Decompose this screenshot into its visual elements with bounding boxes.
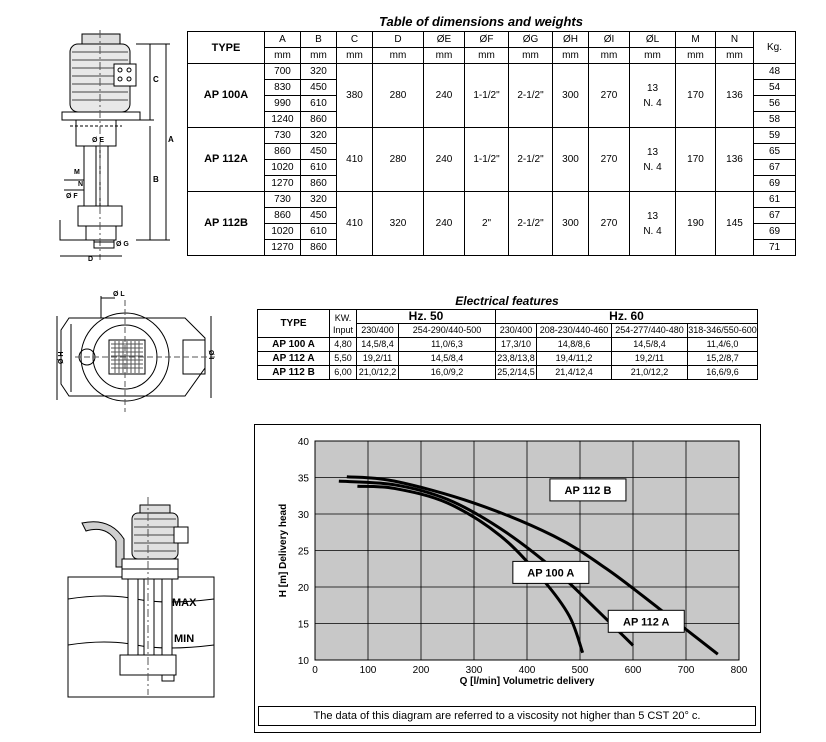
dim-a-cell: 1270 — [265, 176, 301, 192]
dim-header-cell: ØH — [553, 32, 589, 48]
dim-type-cell: AP 112A — [188, 128, 265, 192]
dim-b-cell: 320 — [301, 64, 337, 80]
elec-current-cell: 11,4/6,0 — [688, 338, 758, 352]
dim-b-cell: 450 — [301, 208, 337, 224]
dim-d-cell: 320 — [373, 192, 424, 256]
elec-current-cell: 19,2/11 — [357, 352, 399, 366]
y-tick-label: 30 — [297, 510, 309, 521]
performance-chart — [254, 424, 760, 708]
dim-label-c: C — [153, 75, 159, 84]
chart-note: The data of this diagram are referred to a viscosity not higher than 5 CST 20° c. — [313, 710, 701, 722]
x-tick-label: 100 — [359, 665, 377, 676]
dim-header-cell: ØG — [509, 32, 553, 48]
x-tick-label: 400 — [518, 665, 536, 676]
elec-current-cell: 14,5/8,4 — [399, 352, 496, 366]
dim-l-cell — [630, 64, 676, 128]
elec-type-cell: AP 112 A — [258, 352, 330, 366]
dim-c-cell: 410 — [337, 128, 373, 192]
elec-current-cell: 21,0/12,2 — [357, 366, 399, 380]
dim-header-cell: ØE — [424, 32, 465, 48]
elec-current-cell: 19,4/11,2 — [537, 352, 612, 366]
dim-f-cell: 1-1/2" — [465, 64, 509, 128]
dim-kg-cell: 71 — [754, 240, 796, 256]
dim-b-cell: 860 — [301, 112, 337, 128]
elec-type-cell: AP 100 A — [258, 338, 330, 352]
y-tick-label: 40 — [297, 437, 309, 448]
dim-label-f: Ø F — [66, 193, 78, 200]
elec-input-label: Input — [332, 324, 354, 335]
y-tick-label: 10 — [297, 656, 309, 667]
dim-unit-cell: mm — [716, 48, 754, 64]
x-tick-label: 500 — [571, 665, 589, 676]
dim-m-cell: 170 — [676, 64, 716, 128]
dim-unit-cell: mm — [676, 48, 716, 64]
chart-note-box — [258, 706, 756, 726]
dim-label-a: A — [168, 135, 174, 144]
dim-i-cell: 270 — [589, 128, 630, 192]
y-tick-label: 15 — [297, 619, 309, 631]
dim-unit-cell: mm — [589, 48, 630, 64]
dim-b-cell: 610 — [301, 96, 337, 112]
dim-unit-cell: mm — [553, 48, 589, 64]
dim-g-cell: 2-1/2" — [509, 128, 553, 192]
dim-b-cell: 320 — [301, 192, 337, 208]
elec-current-cell: 25,2/14,5 — [496, 366, 537, 380]
dim-e-cell: 240 — [424, 128, 465, 192]
dim-a-cell: 730 — [265, 128, 301, 144]
dim-i-cell: 270 — [589, 64, 630, 128]
dim-kg-cell: 58 — [754, 112, 796, 128]
dim-row — [188, 64, 796, 80]
elec-hz50-header: Hz. 50 — [357, 310, 496, 324]
dim-a-cell: 860 — [265, 208, 301, 224]
dim-header-cell: M — [676, 32, 716, 48]
dim-l-value: 13 — [646, 146, 659, 158]
dim-row — [188, 128, 796, 144]
elec-current-cell: 14,5/8,4 — [612, 338, 688, 352]
elec-type-header: TYPE — [258, 310, 330, 338]
dim-d-cell: 280 — [373, 64, 424, 128]
elec-current-cell: 23,8/13,8 — [496, 352, 537, 366]
elec-current-cell: 15,2/8,7 — [688, 352, 758, 366]
dim-l-value: 13 — [646, 82, 659, 94]
dim-kg-cell: 69 — [754, 224, 796, 240]
pump-side-drawing — [40, 30, 175, 262]
dim-h-cell: 300 — [553, 64, 589, 128]
elec-row — [258, 338, 758, 352]
dim-a-cell: 860 — [265, 144, 301, 160]
x-tick-label: 300 — [465, 665, 483, 676]
dim-label-b: B — [153, 175, 159, 184]
dim-label-e: Ø E — [92, 137, 105, 144]
elec-voltage-cell: 230/400 — [357, 324, 399, 338]
dim-m-cell: 170 — [676, 128, 716, 192]
elec-hz60-header: Hz. 60 — [496, 310, 758, 324]
dim-d-cell: 280 — [373, 128, 424, 192]
dim-a-cell: 700 — [265, 64, 301, 80]
dim-header-row — [188, 32, 796, 48]
elec-kw-header — [330, 310, 357, 338]
elec-kw-cell: 4,80 — [330, 338, 357, 352]
pump-installation-drawing — [66, 495, 226, 700]
dim-unit-row — [188, 48, 796, 64]
dim-header-cell: ØL — [630, 32, 676, 48]
x-tick-label: 200 — [412, 665, 430, 676]
x-tick-label: 600 — [624, 665, 642, 676]
dim-header-cell: C — [337, 32, 373, 48]
electrical-table-title: Electrical features — [455, 294, 559, 308]
series-label: AP 112 B — [564, 484, 612, 497]
dim-header-cell: D — [373, 32, 424, 48]
dim-b-cell: 610 — [301, 224, 337, 240]
dim-kg-cell: 67 — [754, 208, 796, 224]
dim-l-count: N. 4 — [643, 225, 662, 237]
x-axis-label: Q [l/min] Volumetric delivery — [459, 676, 595, 687]
dim-a-cell: 1020 — [265, 160, 301, 176]
level-min-label: MIN — [174, 633, 195, 645]
elec-voltage-cell: 230/400 — [496, 324, 537, 338]
dim-l-cell — [630, 128, 676, 192]
dim-b-cell: 860 — [301, 176, 337, 192]
dim-kg-cell: 69 — [754, 176, 796, 192]
dim-kg-cell: 65 — [754, 144, 796, 160]
dim-label-i: Ø I — [207, 350, 214, 360]
dim-b-cell: 610 — [301, 160, 337, 176]
dim-h-cell: 300 — [553, 128, 589, 192]
x-tick-label: 800 — [730, 665, 748, 676]
dim-b-cell: 320 — [301, 128, 337, 144]
dim-l-cell — [630, 192, 676, 256]
dim-type-cell: AP 112B — [188, 192, 265, 256]
level-max-label: MAX — [172, 597, 197, 609]
dim-i-cell: 270 — [589, 192, 630, 256]
dim-a-cell: 830 — [265, 80, 301, 96]
dim-kg-cell: 48 — [754, 64, 796, 80]
dim-label-d: D — [88, 256, 94, 262]
dim-unit-cell: mm — [630, 48, 676, 64]
dim-g-cell: 2-1/2" — [509, 192, 553, 256]
elec-kw-label: KW. — [334, 312, 352, 323]
elec-current-cell: 11,0/6,3 — [399, 338, 496, 352]
y-tick-label: 20 — [297, 583, 309, 594]
dim-kg-cell: 54 — [754, 80, 796, 96]
dim-a-cell: 730 — [265, 192, 301, 208]
elec-current-cell: 21,4/12,4 — [537, 366, 612, 380]
elec-current-cell: 16,6/9,6 — [688, 366, 758, 380]
elec-voltage-cell: 254-290/440-500 — [399, 324, 496, 338]
elec-row — [258, 352, 758, 366]
dimensions-table — [187, 31, 796, 256]
series-label: AP 112 A — [623, 616, 670, 629]
elec-current-cell: 14,5/8,4 — [357, 338, 399, 352]
y-tick-label: 35 — [297, 473, 309, 485]
elec-voltage-cell: 318-346/550-600 — [688, 324, 758, 338]
dim-label-g: Ø G — [116, 241, 129, 248]
dim-l-count: N. 4 — [643, 161, 662, 173]
elec-current-cell: 14,8/8,6 — [537, 338, 612, 352]
dim-unit-cell: mm — [265, 48, 301, 64]
dim-e-cell: 240 — [424, 192, 465, 256]
dim-unit-cell: mm — [301, 48, 337, 64]
dim-n-cell: 136 — [716, 128, 754, 192]
dim-label-m: M — [74, 169, 80, 176]
y-tick-label: 25 — [297, 546, 309, 558]
dim-e-cell: 240 — [424, 64, 465, 128]
dim-kg-cell: 61 — [754, 192, 796, 208]
dim-g-cell: 2-1/2" — [509, 64, 553, 128]
dim-n-cell: 136 — [716, 64, 754, 128]
dim-b-cell: 450 — [301, 144, 337, 160]
elec-type-cell: AP 112 B — [258, 366, 330, 380]
dim-f-cell: 2" — [465, 192, 509, 256]
dim-unit-cell: mm — [424, 48, 465, 64]
dim-header-cell: Kg. — [754, 32, 796, 64]
elec-row — [258, 366, 758, 380]
dim-label-h: Ø H — [58, 351, 65, 364]
x-tick-label: 700 — [677, 665, 695, 676]
dim-header-cell: A — [265, 32, 301, 48]
dim-header-cell: TYPE — [188, 32, 265, 64]
dim-l-count: N. 4 — [643, 97, 662, 109]
dim-h-cell: 300 — [553, 192, 589, 256]
dim-header-cell: ØF — [465, 32, 509, 48]
dim-b-cell: 450 — [301, 80, 337, 96]
dim-unit-cell: mm — [465, 48, 509, 64]
dim-a-cell: 990 — [265, 96, 301, 112]
dim-header-cell: ØI — [589, 32, 630, 48]
pump-top-drawing — [55, 288, 225, 418]
elec-current-cell: 19,2/11 — [612, 352, 688, 366]
series-label: AP 100 A — [527, 567, 575, 580]
dim-header-cell: N — [716, 32, 754, 48]
elec-current-cell: 17,3/10 — [496, 338, 537, 352]
dim-unit-cell: mm — [337, 48, 373, 64]
dim-c-cell: 410 — [337, 192, 373, 256]
y-axis-label: H [m] Delivery head — [278, 503, 289, 598]
elec-kw-cell: 6,00 — [330, 366, 357, 380]
dim-kg-cell: 59 — [754, 128, 796, 144]
dim-n-cell: 145 — [716, 192, 754, 256]
dim-label-l: Ø L — [113, 291, 125, 298]
elec-header-row — [258, 310, 758, 324]
elec-kw-cell: 5,50 — [330, 352, 357, 366]
elec-current-cell: 21,0/12,2 — [612, 366, 688, 380]
dim-kg-cell: 56 — [754, 96, 796, 112]
dim-type-cell: AP 100A — [188, 64, 265, 128]
x-tick-label: 0 — [312, 665, 318, 676]
dim-l-value: 13 — [646, 210, 659, 222]
dim-row — [188, 192, 796, 208]
electrical-table — [257, 309, 758, 380]
dimensions-table-title: Table of dimensions and weights — [379, 14, 583, 29]
dim-unit-cell: mm — [509, 48, 553, 64]
dim-a-cell: 1270 — [265, 240, 301, 256]
elec-voltage-cell: 208-230/440-460 — [537, 324, 612, 338]
dim-unit-cell: mm — [373, 48, 424, 64]
dim-header-cell: B — [301, 32, 337, 48]
dim-a-cell: 1240 — [265, 112, 301, 128]
dim-b-cell: 860 — [301, 240, 337, 256]
dim-label-n: N — [78, 181, 84, 188]
dim-f-cell: 1-1/2" — [465, 128, 509, 192]
dim-kg-cell: 67 — [754, 160, 796, 176]
dim-a-cell: 1020 — [265, 224, 301, 240]
elec-voltage-cell: 254-277/440-480 — [612, 324, 688, 338]
elec-current-cell: 16,0/9,2 — [399, 366, 496, 380]
dim-c-cell: 380 — [337, 64, 373, 128]
dim-m-cell: 190 — [676, 192, 716, 256]
